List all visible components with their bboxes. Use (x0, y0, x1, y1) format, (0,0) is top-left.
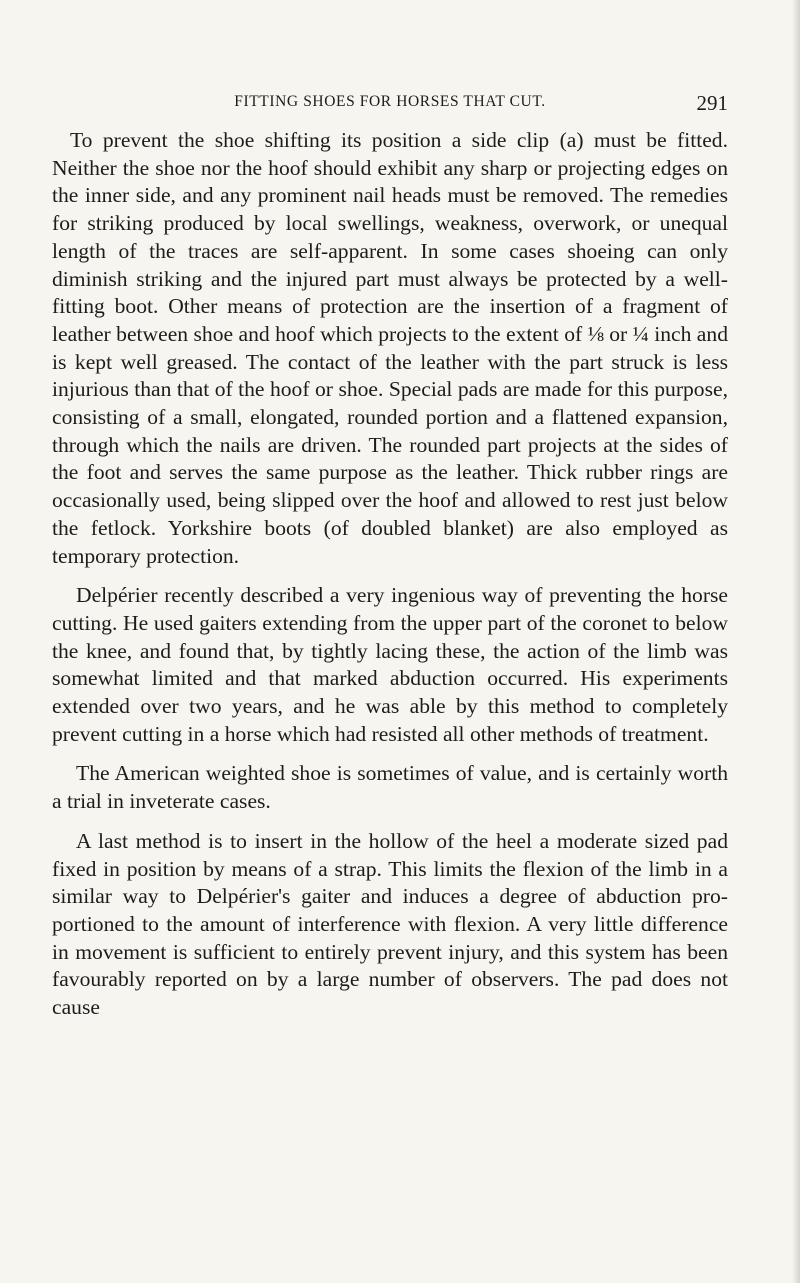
running-head: FITTING SHOES FOR HORSES THAT CUT. (234, 93, 546, 110)
paragraph-clip-and-protection: To prevent the shoe shifting its position a side clip (a) must be fitted. Neither the shoe nor the hoof should exhibit any sharp or projecting edges on the inner side, and any prominent nail heads must be removed. The remedies for striking produced by local swellings, weakness, overwork, or unequal length of the traces are self-apparent. In some cases shoeing can only diminish striking and the injured part must always be protected by a well-fitting boot. Other means of protection are the insertion of a fragment of leather between shoe and hoof which projects to the extent of ⅛ or ¼ inch and is kept well greased. The contact of the leather with the part struck is less injurious than that of the hoof or shoe. Special pads are made for this purpose, consisting of a small, elongated, rounded portion and a flattened expansion, through which the nails are driven. The rounded part projects at the sides of the foot and serves the same purpose as the leather. Thick rubber rings are occasionally used, being slipped over the hoof and allowed to rest just below the fetlock. Yorkshire boots (of doubled blanket) are also employed as temporary protection. (52, 128, 728, 568)
body-text (52, 127, 728, 1034)
page-number: 291 (696, 91, 728, 115)
page-edge-shadow (792, 0, 800, 1283)
paragraph-american-shoe: The American weighted shoe is sometimes of value, and is certainly worth a trial in inveterate cases. (52, 761, 728, 814)
paragraph-heel-pad: A last method is to insert in the hollow of the heel a moderate sized pad fixed in position by means of a strap. This limits the flexion of the limb in a similar way to Delpérier's gaiter and induces a degree of abduction proportioned to the amount of interference with flexion. A very little difference in movement is sufficient to entirely prevent injury, and this system has been favourably reported on by a large number of observers. The pad does not cause (52, 828, 728, 1020)
paragraph-delperier-gaiters: Delpérier recently described a very ingenious way of preventing the horse cutting. He used gaiters extending from the upper part of the coronet to below the knee, and found that, by tightly lacing these, the action of the limb was somewhat limited and that marked abduction occurred. His experiments extended over two years, and he was able by this method to completely prevent cutting in a horse which had resisted all other methods of treatment. (52, 583, 728, 746)
page-header (52, 93, 728, 117)
